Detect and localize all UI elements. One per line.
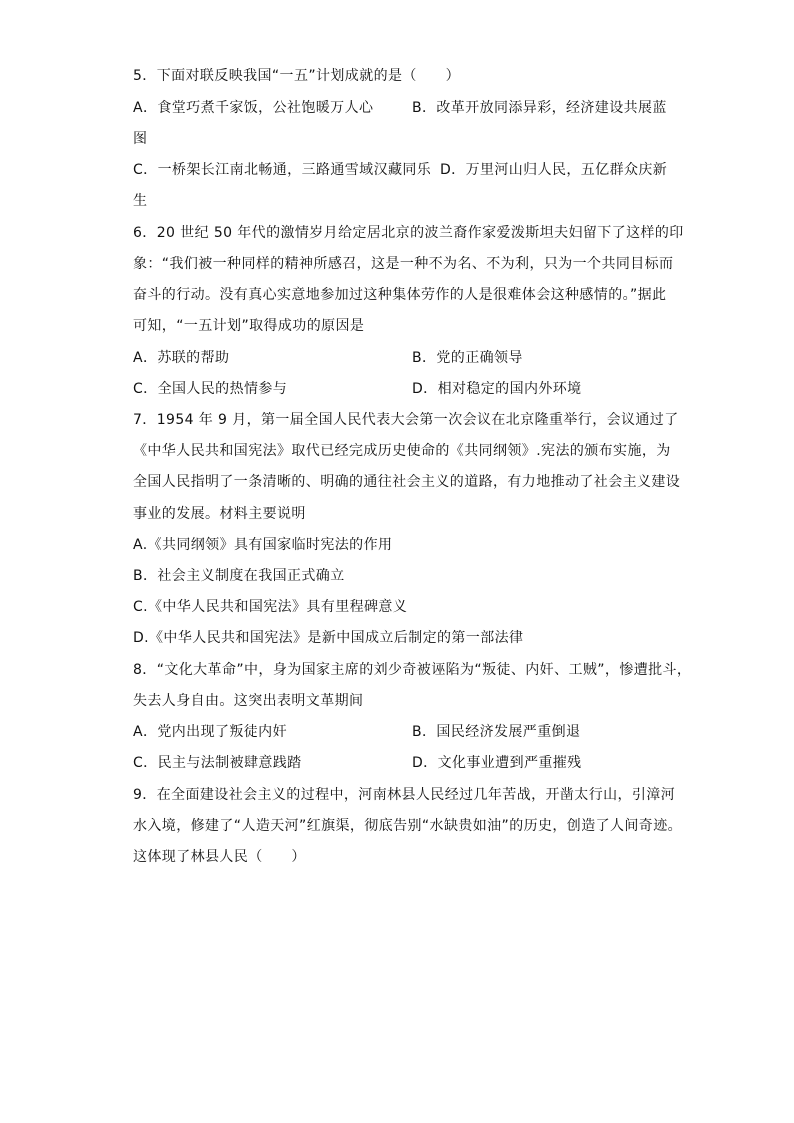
question-7-stem-line: 《中华人民共和国宪法》取代已经完成历史使命的《共同纲领》.宪法的颁布实施，为 <box>133 443 671 459</box>
question-7-stem-line: 全国人民指明了一条清晰的、明确的通往社会主义的道路，有力地推动了社会主义建设 <box>133 474 681 490</box>
question-6-stem-line: 象：“我们被一种同样的精神所感召，这是一种不为名、不为利，只为一个共同目标而 <box>133 256 674 272</box>
question-5-option-b-cont: 图 <box>133 131 148 147</box>
question-8-stem-line: 失去人身自由。这突出表明文革期间 <box>133 693 364 709</box>
question-6-stem-line: 可知，“一五计划”取得成功的原因是 <box>133 318 365 334</box>
question-8-stem-line: 8．“文化大革命”中，身为国家主席的刘少奇被诬陷为“叛徒、内奸、工贼”，惨遭批斗， <box>133 662 692 678</box>
question-7-option-b: B．社会主义制度在我国正式确立 <box>133 568 345 584</box>
question-6-stem-line: 奋斗的行动。没有真心实意地参加过这种集体劳作的人是很难体会这种感情的。”据此 <box>133 287 667 303</box>
question-7-option-a: A.《共同纲领》具有国家临时宪法的作用 <box>133 537 393 553</box>
question-5-stem: 5．下面对联反映我国“一五”计划成就的是（ ） <box>133 68 461 84</box>
question-7-stem-line: 事业的发展。材料主要说明 <box>133 506 306 522</box>
question-9-stem-line: 这体现了林县人民（ ） <box>133 849 306 865</box>
question-9-stem-line: 9．在全面建设社会主义的过程中，河南林县人民经过几年苦战，开凿太行山，引漳河 <box>133 787 676 803</box>
question-5-option-d-cont: 生 <box>133 193 148 209</box>
question-5-option-b: B．改革开放同添异彩，经济建设共展蓝 <box>412 100 667 116</box>
question-9-stem-line: 水入境，修建了“人造天河”红旗渠，彻底告别“水缺贵如油”的历史，创造了人间奇迹。 <box>133 818 683 834</box>
question-7-option-c: C.《中华人民共和国宪法》具有里程碑意义 <box>133 599 408 615</box>
question-5-option-d: D．万里河山归人民，五亿群众庆新 <box>440 162 668 178</box>
question-6-option-d: D．相对稳定的国内外环境 <box>412 381 582 397</box>
question-8-option-d: D．文化事业遭到严重摧残 <box>412 755 582 771</box>
question-6-stem-line: 6．20 世纪 50 年代的激情岁月给定居北京的波兰裔作家爱泼斯坦夫妇留下了这样的印 <box>133 225 684 241</box>
question-6-option-c: C．全国人民的热情参与 <box>133 381 288 397</box>
question-6-option-b: B．党的正确领导 <box>412 350 523 366</box>
question-8-option-c: C．民主与法制被肆意践踏 <box>133 755 302 771</box>
question-5-option-c: C．一桥架长江南北畅通，三路通雪域汉藏同乐 <box>133 162 432 178</box>
question-7-option-d: D.《中华人民共和国宪法》是新中国成立后制定的第一部法律 <box>133 630 524 646</box>
question-8-option-b: B．国民经济发展严重倒退 <box>412 724 581 740</box>
question-7-stem-line: 7．1954 年 9 月，第一届全国人民代表大会第一次会议在北京隆重举行，会议通过了 <box>133 412 679 428</box>
question-8-option-a: A．党内出现了叛徒内奸 <box>133 724 287 740</box>
question-5-option-a: A．食堂巧煮千家饭，公社饱暖万人心 <box>133 100 374 116</box>
question-6-option-a: A．苏联的帮助 <box>133 350 230 366</box>
